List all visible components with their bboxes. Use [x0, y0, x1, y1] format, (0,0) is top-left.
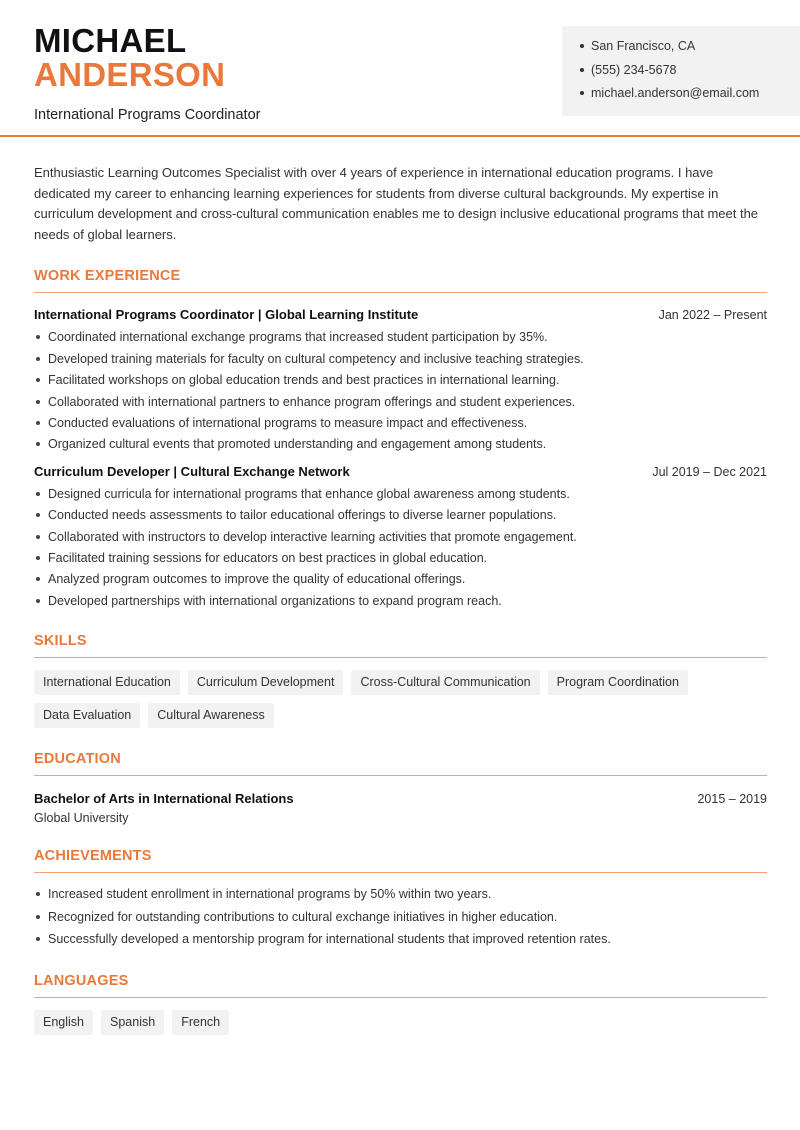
bullet-icon: [36, 577, 40, 581]
bullet-text: Coordinated international exchange programs that increased student participation by 35%.: [48, 330, 548, 345]
job-role: International Programs Coordinator | Global Learning Institute: [34, 307, 419, 323]
list-item: [34, 931, 767, 954]
bullet-icon: [36, 599, 40, 603]
list-item: [34, 529, 767, 550]
education-school: Global University: [34, 811, 129, 826]
list-item: [34, 394, 767, 415]
contact-location: [580, 38, 800, 62]
skill-tag: Data Evaluation: [34, 703, 140, 728]
name-block: [34, 24, 260, 123]
bullet-text: Developed training materials for faculty on cultural competency and inclusive teaching strategies.: [48, 351, 584, 366]
list-item: [34, 415, 767, 436]
education-entry: [34, 791, 767, 825]
bullet-icon: [36, 892, 40, 896]
bullet-text: Collaborated with instructors to develop interactive learning activities that promote engagement.: [48, 529, 577, 544]
first-name: MICHAEL: [34, 22, 187, 59]
contact-phone-text: (555) 234-5678: [591, 62, 677, 77]
bullet-text: Analyzed program outcomes to improve the quality of educational offerings.: [48, 572, 466, 587]
section-title-education: EDUCATION: [34, 751, 767, 776]
section-title-achievements: ACHIEVEMENTS: [34, 848, 767, 873]
bullet-icon: [36, 535, 40, 539]
contact-box: [562, 26, 800, 116]
contact-email-text: michael.anderson@email.com: [591, 86, 760, 100]
job-title: International Programs Coordinator: [34, 107, 261, 123]
bullet-icon: [36, 442, 40, 446]
list-item: [34, 351, 767, 372]
job-bullets: [34, 486, 767, 614]
section-title-work: WORK EXPERIENCE: [34, 268, 767, 293]
job-bullets: [34, 329, 767, 457]
language-tag: English: [34, 1010, 93, 1035]
resume-header: [0, 0, 800, 137]
list-item: [34, 593, 767, 614]
bullet-text: Facilitated training sessions for educators on best practices in global education.: [48, 550, 488, 565]
section-title-skills: SKILLS: [34, 633, 767, 658]
bullet-text: Designed curricula for international programs that enhance global awareness among students.: [48, 486, 570, 501]
resume-body: [34, 163, 767, 1035]
education-date: 2015 – 2019: [697, 792, 767, 807]
section-title-languages: LANGUAGES: [34, 973, 767, 998]
bullet-icon: [36, 400, 40, 404]
bullet-text: Organized cultural events that promoted understanding and engagement among students.: [48, 437, 547, 452]
bullet-icon: [36, 915, 40, 919]
bullet-text: Recognized for outstanding contributions to cultural exchange initiatives in higher education.: [48, 909, 558, 924]
list-item: [34, 329, 767, 350]
bullet-icon: [36, 513, 40, 517]
last-name: ANDERSON: [34, 56, 226, 93]
bullet-icon: [36, 421, 40, 425]
bullet-text: Successfully developed a mentorship program for international students that improved retention rates.: [48, 932, 611, 947]
list-item: [34, 486, 767, 507]
list-item: [34, 436, 767, 457]
language-tag: French: [172, 1010, 229, 1035]
skill-tag: Cross-Cultural Communication: [351, 670, 539, 695]
job-date: Jan 2022 – Present: [658, 308, 767, 323]
bullet-icon: [580, 68, 584, 72]
bullet-text: Collaborated with international partners to enhance program offerings and student experiences.: [48, 394, 576, 409]
list-item: [34, 550, 767, 571]
list-item: [34, 372, 767, 393]
language-tag: Spanish: [101, 1010, 164, 1035]
education-degree: Bachelor of Arts in International Relations: [34, 791, 294, 807]
list-item: [34, 909, 767, 932]
job-date: Jul 2019 – Dec 2021: [652, 464, 767, 479]
skills-list: [34, 670, 767, 728]
skill-tag: Curriculum Development: [188, 670, 344, 695]
job-header: [34, 307, 767, 322]
contact-phone: [580, 62, 800, 86]
skill-tag: International Education: [34, 670, 180, 695]
skill-tag: Program Coordination: [548, 670, 688, 695]
bullet-text: Conducted evaluations of international programs to measure impact and effectiveness.: [48, 415, 528, 430]
list-item: [34, 571, 767, 592]
bullet-icon: [36, 378, 40, 382]
bullet-icon: [580, 91, 584, 95]
job-header: [34, 464, 767, 479]
bullet-icon: [36, 556, 40, 560]
list-item: [34, 886, 767, 909]
summary: Enthusiastic Learning Outcomes Specialist with over 4 years of experience in international education programs. I have dedicated my career to enhancing learning experiences for students from diverse cultural backgrounds. My expertise in curriculum development and cross-cultural communication enables me to design inclusive educational programs that meet the needs of global learners.: [34, 165, 759, 242]
languages-list: [34, 1010, 767, 1035]
bullet-icon: [36, 357, 40, 361]
job-entry: [34, 464, 767, 614]
skill-tag: Cultural Awareness: [148, 703, 273, 728]
bullet-icon: [580, 44, 584, 48]
bullet-icon: [36, 335, 40, 339]
contact-location-text: San Francisco, CA: [591, 39, 696, 53]
bullet-text: Developed partnerships with international organizations to expand program reach.: [48, 593, 502, 608]
education-header: [34, 791, 767, 806]
bullet-text: Facilitated workshops on global education trends and best practices in international learning.: [48, 373, 560, 388]
bullet-text: Increased student enrollment in international programs by 50% within two years.: [48, 887, 492, 902]
job-role: Curriculum Developer | Cultural Exchange Network: [34, 463, 350, 479]
bullet-text: Conducted needs assessments to tailor educational offerings to diverse learner populations.: [48, 508, 557, 523]
job-entry: [34, 307, 767, 457]
list-item: [34, 507, 767, 528]
achievements-list: [34, 886, 767, 954]
contact-email: [580, 85, 800, 109]
bullet-icon: [36, 937, 40, 941]
bullet-icon: [36, 492, 40, 496]
